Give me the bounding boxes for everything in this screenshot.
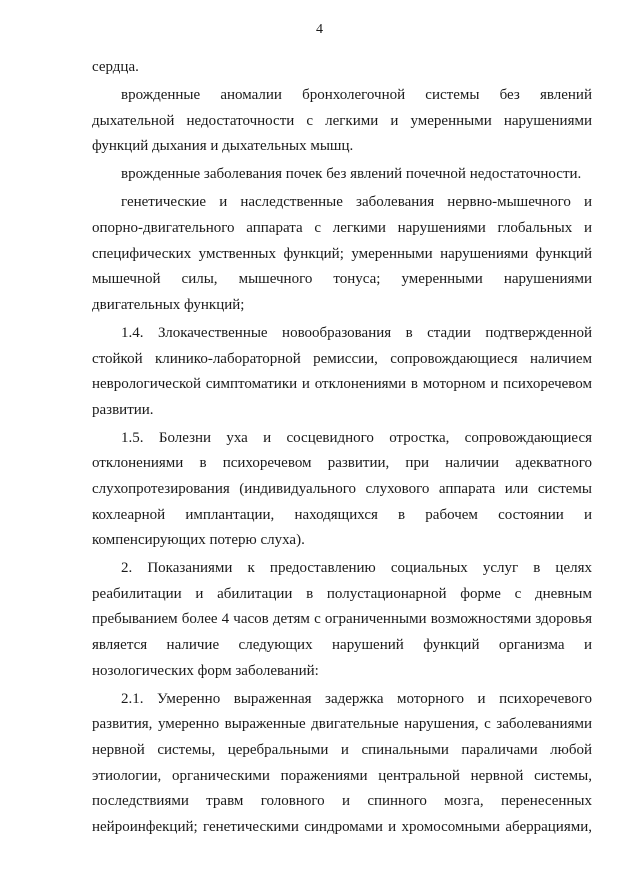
paragraph-bronchopulmonary-anomalies: врожденные аномалии бронхолегочной системы без явлений дыхательной недостаточности с легкими и умеренными нарушениями функций дыхания и дыхательных мышц. [92,87,592,155]
paragraph-item-1-5: 1.5. Болезни уха и сосцевидного отростка, сопровождающиеся отклонениями в психоречевом развитии, при наличии адекватного слухопротезирования (индивидуального слухового аппарата или системы кохлеарной имплантации, находящихся в рабочем состоянии и компенсирующих потерю слуха). [92,429,592,549]
page-number: 4 [316,22,323,37]
document-body [92,55,592,843]
paragraph-genetic-diseases: генетические и наследственные заболевания нервно-мышечного и опорно-двигательного аппарата с легкими нарушениями глобальных и специфических умственных функций; умеренными нарушениями функций мышечной силы, мышечного тонуса; умеренными нарушениями двигательных функций; [92,194,592,313]
paragraph-item-2-1: 2.1. Умеренно выраженная задержка моторного и психоречевого развития, умеренно выраженные двигательные нарушения, с заболеваниями нервной системы, церебральными и спинальными параличами любой этиологии, органическими поражениями центральной нервной системы, последствиями травм головного и спинного мозга, перенесенных нейроинфекций; генетическими синдромами и хромосомными аберрациями, [92,690,592,835]
paragraph-kidney-diseases: врожденные заболевания почек без явлений почечной недостаточности. [121,166,582,183]
paragraph-continuation: сердца. [92,59,139,75]
paragraph-item-2: 2. Показаниями к предоставлению социальных услуг в целях реабилитации и абилитации в полустационарной форме с дневным пребыванием более 4 часов детям с ограниченными возможностями здоровья является наличие следующих нарушений функций организма и нозологических форм заболеваний: [92,560,592,679]
paragraph-item-1-4: 1.4. Злокачественные новообразования в стадии подтвержденной стойкой клинико-лабораторной ремиссии, сопровождающиеся наличием неврологической симптоматики и отклонениями в моторном и психоречевом развитии. [92,324,592,418]
